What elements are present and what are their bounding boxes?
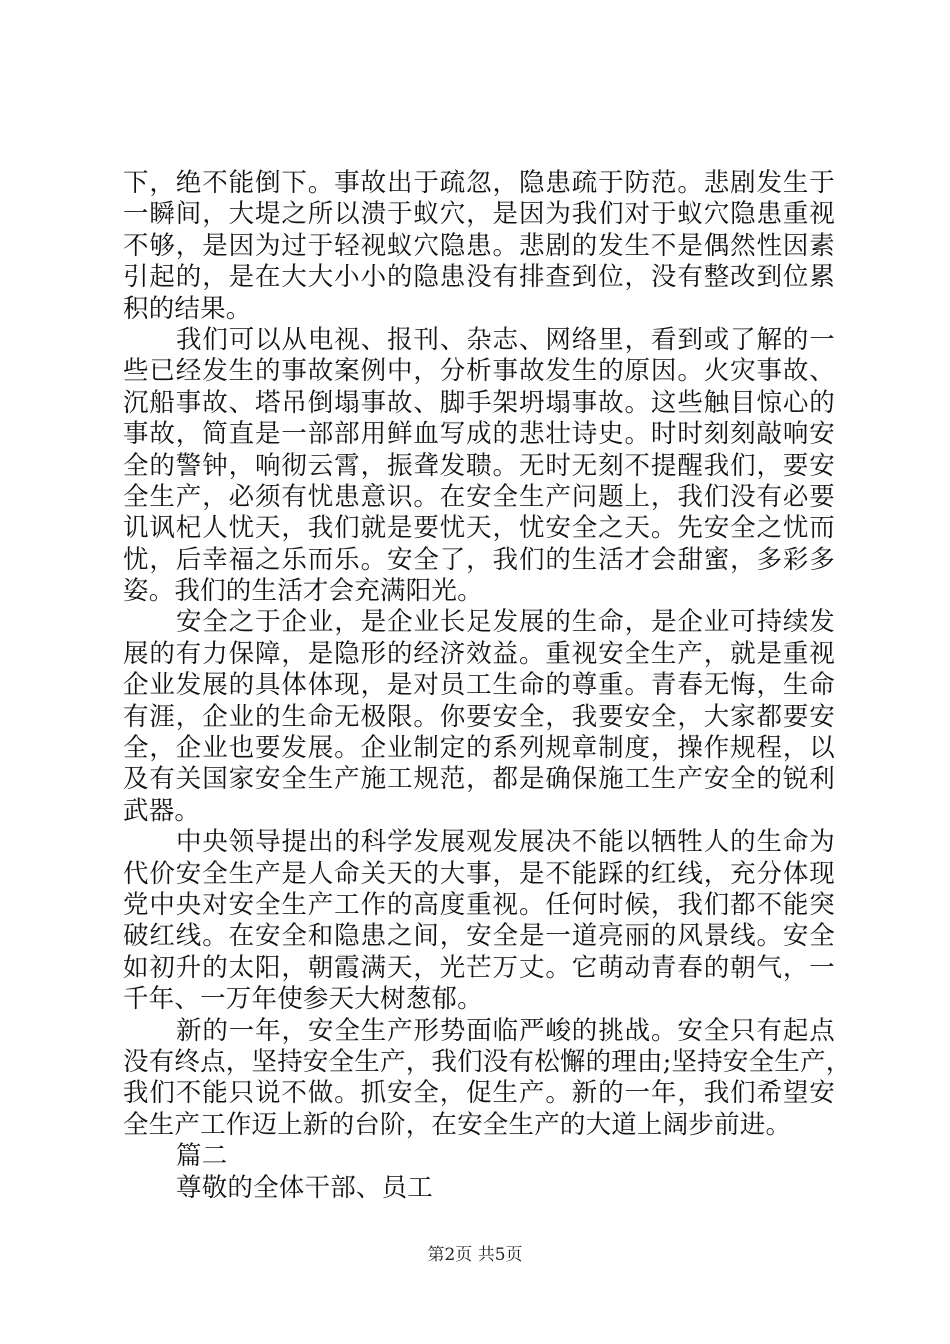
text-line: 党中央对安全生产工作的高度重视。任何时候，我们都不能突 (123, 889, 835, 920)
text-line: 代价安全生产是人命关天的大事，是不能踩的红线，充分体现 (123, 858, 835, 889)
text-line: 千年、一万年使参天大树葱郁。 (123, 984, 483, 1015)
text-line: 讥讽杞人忧天，我们就是要忧天，忧安全之天。先安全之忧而 (123, 513, 835, 544)
text-line: 积的结果。 (123, 293, 252, 324)
text-line: 有涯，企业的生命无极限。你要安全，我要安全，大家都要安 (123, 701, 835, 732)
text-line: 沉船事故、塔吊倒塌事故、脚手架坍塌事故。这些触目惊心的 (123, 387, 835, 418)
text-line: 篇二 (176, 1141, 228, 1172)
text-line: 事故，简直是一部部用鲜血写成的悲壮诗史。时时刻刻敲响安 (123, 419, 835, 450)
page-footer: 第2页 共5页 (427, 1245, 523, 1265)
text-line: 企业发展的具体体现，是对员工生命的尊重。青春无悔，生命 (123, 670, 835, 701)
text-line: 没有终点，坚持安全生产，我们没有松懈的理由;坚持安全生产， (123, 1046, 852, 1077)
text-line: 些已经发生的事故案例中，分析事故发生的原因。火灾事故、 (123, 356, 835, 387)
text-line: 中央领导提出的科学发展观发展决不能以牺牲人的生命为 (176, 827, 835, 858)
text-line: 破红线。在安全和隐患之间，安全是一道亮丽的风景线。安全 (123, 921, 835, 952)
text-line: 展的有力保障，是隐形的经济效益。重视安全生产，就是重视 (123, 638, 835, 669)
text-line: 我们不能只说不做。抓安全，促生产。新的一年，我们希望安 (123, 1078, 835, 1109)
text-line: 如初升的太阳，朝霞满天，光芒万丈。它萌动青春的朝气，一 (123, 952, 835, 983)
text-line: 新的一年，安全生产形势面临严峻的挑战。安全只有起点 (176, 1015, 835, 1046)
text-line: 全，企业也要发展。企业制定的系列规章制度，操作规程，以 (123, 733, 835, 764)
text-line: 不够，是因为过于轻视蚁穴隐患。悲剧的发生不是偶然性因素 (123, 230, 835, 261)
text-line: 尊敬的全体干部、员工 (176, 1172, 434, 1203)
document-body (123, 168, 852, 1204)
text-line: 我们可以从电视、报刊、杂志、网络里，看到或了解的一 (176, 324, 835, 355)
text-line: 全生产，必须有忧患意识。在安全生产问题上，我们没有必要 (123, 481, 835, 512)
text-line: 忧，后幸福之乐而乐。安全了，我们的生活才会甜蜜，多彩多 (123, 544, 835, 575)
text-line: 及有关国家安全生产施工规范，都是确保施工生产安全的锐利 (123, 764, 835, 795)
text-line: 引起的，是在大大小小的隐患没有排查到位，没有整改到位累 (123, 262, 835, 293)
text-line: 武器。 (123, 795, 201, 826)
text-line: 全的警钟，响彻云霄，振聋发聩。无时无刻不提醒我们，要安 (123, 450, 835, 481)
text-line: 下，绝不能倒下。事故出于疏忽，隐患疏于防范。悲剧发生于 (123, 168, 835, 198)
text-line: 姿。我们的生活才会充满阳光。 (123, 576, 483, 607)
text-line: 一瞬间，大堤之所以溃于蚁穴，是因为我们对于蚁穴隐患重视 (123, 199, 835, 230)
text-line: 全生产工作迈上新的台阶，在安全生产的大道上阔步前进。 (123, 1109, 792, 1140)
text-line: 安全之于企业，是企业长足发展的生命，是企业可持续发 (176, 607, 835, 638)
